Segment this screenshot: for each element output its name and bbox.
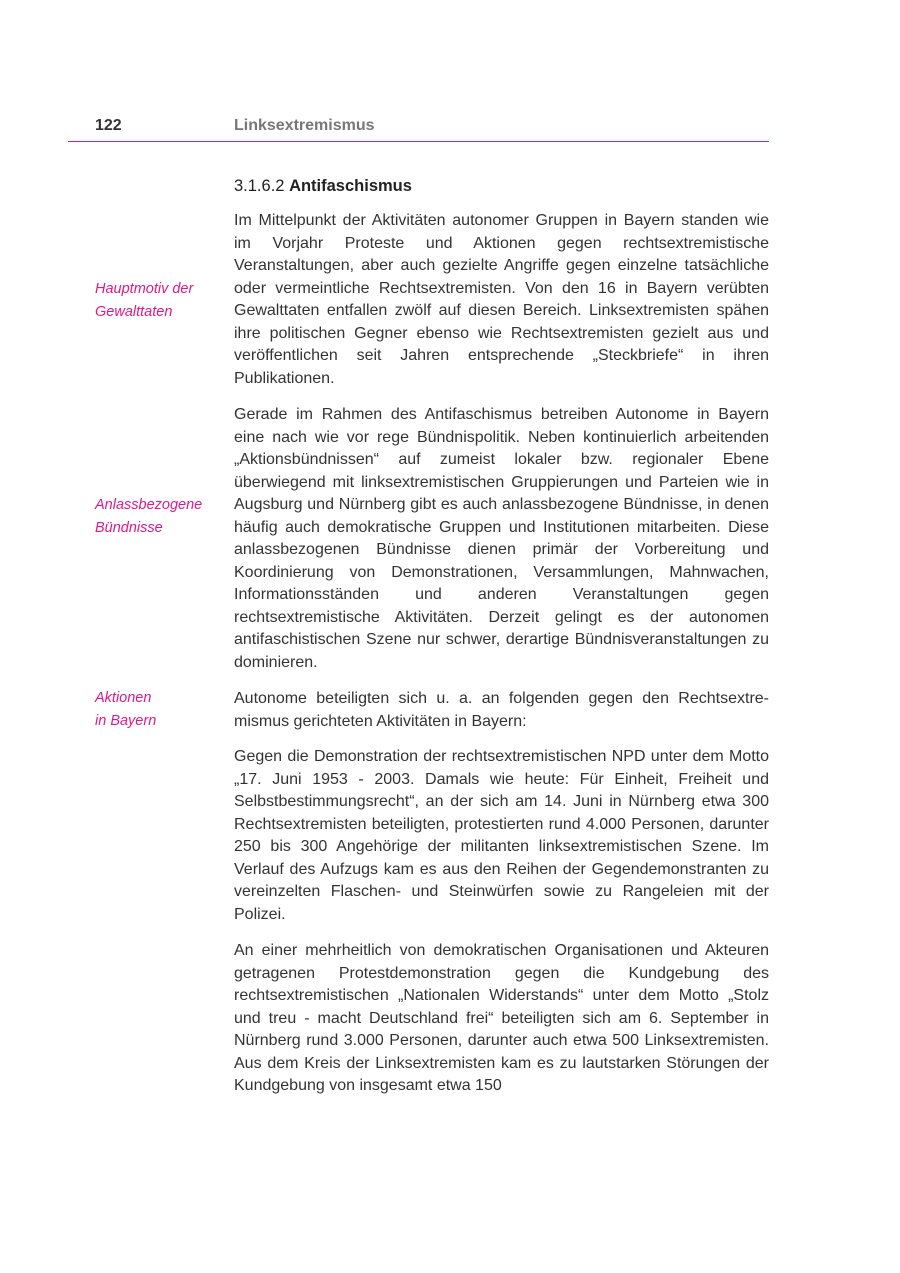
body-paragraph: Gegen die Demonstration der rechtsextremistischen NPD unter dem Motto „17. Juni 1953 - 2003. Damals wie heute: Für Einheit, Freiheit und Selbstbestimmungsrecht“, an der sich am 14. Juni in Nürnberg etwa 300 Rechtsextremisten beteiligten, protestierten rund 4.000 Personen, darunter 250 bis 300 Angehörige der militanten linksextremistischen Szene. Im Verlauf des Aufzugs kam es aus den Reihen der Gegendemonstranten zu vereinzelten Flaschen- und Steinwürfen sowie zu Rangeleien mit der Polizei. [234, 748, 769, 923]
margin-note-line: Anlassbezogene [95, 497, 203, 513]
body-paragraph: An einer mehrheitlich von demokratischen Organisationen und Akteuren getragenen Protestdemonstration gegen die Kundgebung des rechtsextremistischen „Nationalen Widerstands“ unter dem Motto „Stolz und treu - macht Deutschland frei“ beteiligten sich am 6. September in Nürnberg rund 3.000 Personen, darunter auch etwa 500 Linksextremisten. Aus dem Kreis der Linksextremisten kam es zu lautstarken Störungen der Kundgebung von insgesamt etwa 150 [234, 942, 769, 1094]
header-divider [68, 141, 769, 142]
margin-note-line: Bündnisse [95, 519, 163, 536]
body-paragraph: Gerade im Rahmen des Antifaschismus betreiben Autonome in Bayern eine nach wie vor rege Bündnispolitik. Neben kontinuierlich arbeitenden „Aktionsbündnissen“ auf zumeist lokaler bzw. regionaler Ebene überwiegend mit linksextremistischen Gruppierungen und Parteien wie in Augsburg und Nürnberg gibt es auch anlassbezogene Bündnisse, in denen häufig auch demokratische Gruppen und Institutionen mitarbeiten. Diese anlassbezogenen Bündnisse dienen primär der Vorbereitung und Koordinierung von Demonstrationen, Versammlungen, Mahnwachen, Informationsständen und anderen Veranstaltungen gegen rechtsextremistische Aktivitäten. Derzeit gelingt es der autonomen antifaschistischen Szene nur schwer, derartige Bündnisveranstaltungen zu dominieren. [234, 406, 769, 671]
running-header-title: Linksextremismus [234, 117, 375, 134]
margin-note-aktionen [95, 687, 225, 732]
page-number: 122 [95, 117, 122, 134]
margin-note-line: Gewalttaten [95, 303, 173, 320]
margin-note-line: Aktionen [95, 690, 152, 706]
margin-note-line: Hauptmotiv der [95, 281, 194, 297]
section-heading [234, 177, 412, 196]
margin-note-line: in Bayern [95, 712, 157, 729]
section-number: 3.1.6.2 [234, 177, 285, 195]
margin-note-hauptmotiv [95, 278, 225, 323]
section-title: Antifaschismus [289, 177, 412, 195]
margin-note-buendnisse [95, 494, 225, 539]
body-paragraph: Im Mittelpunkt der Aktivitäten autonomer Gruppen in Bayern standen wie im Vorjahr Proteste und Aktionen gegen rechtsextremistische Veranstaltungen, aber auch gezielte Angriffe gegen einzelne tatsächliche oder vermeintliche Rechtsextremisten. Von den 16 in Bayern verübten Gewalttaten entfallen zwölf auf diesen Bereich. Linksextremisten spähen ihre politischen Gegner ebenso wie Rechtsextremisten gezielt aus und veröffentlichen seit Jahren entsprechende „Steckbriefe“ in ihren Publikationen. [234, 212, 769, 387]
body-paragraph: Autonome beteiligten sich u. a. an folgenden gegen den Rechtsextremismus gerichteten Aktivitäten in Bayern: [234, 690, 769, 730]
